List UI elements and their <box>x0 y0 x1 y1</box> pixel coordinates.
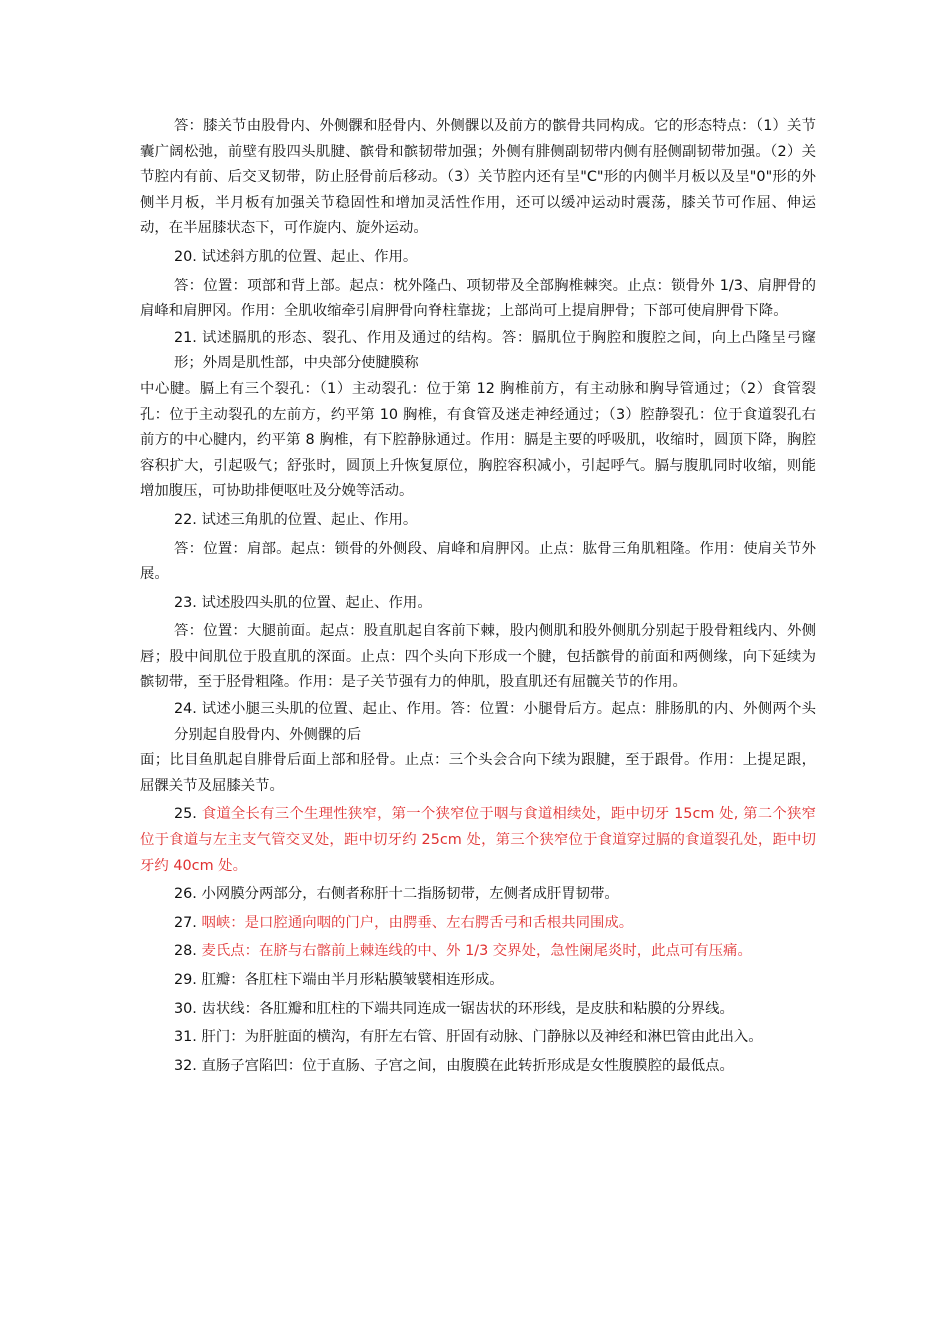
item-30: 30. 齿状线：各肛瓣和肛柱的下端共同连成一锯齿状的环形线，是皮肤和粘膜的分界线。 <box>174 1000 734 1017</box>
item-26: 26. 小网膜分两部分，右侧者称肝十二指肠韧带，左侧者成肝胃韧带。 <box>174 886 619 903</box>
answer-23: 答：位置：大腿前面。起点：股直肌起自客前下棘，股内侧肌和股外侧肌分别起于股骨粗线内、外侧唇；股中间肌位于股直肌的深面。止点：四个头向下形成一个腱，包括髌骨的前面和两侧缘，向下延续为髌韧带，至于胫骨粗隆。作用：是子关节强有力的伸肌，股直肌还有屈髋关节的作用。 <box>140 623 816 691</box>
question-22: 22. 试述三角肌的位置、起止、作用。 <box>174 511 418 528</box>
item-31: 31. 肝门：为肝脏面的横沟，有肝左右管、肝固有动脉、门静脉以及神经和淋巴管由此出入。 <box>174 1029 763 1046</box>
item-28-text: 麦氏点：在脐与右髂前上棘连线的中、外 1/3 交界处，急性阑尾炎时，此点可有压痛。 <box>201 943 752 960</box>
knee-joint-answer: 答：膝关节由股骨内、外侧髁和胫骨内、外侧髁以及前方的髌骨共同构成。它的形态特点：（1）关节囊广阔松弛，前壁有股四头肌腱、髌骨和髌韧带加强；外侧有腓侧副韧带内侧有胫侧副韧带加强。（2）关节腔内有前、后交叉韧带，防止胫骨前后移动。（3）关节腔内还有呈"C"形的内侧半月板以及呈"0"形的外侧半月板，半月板有加强关节稳固性和增加灵活性作用，还可以缓冲运动时震荡，膝关节可作屈、伸运动，在半屈膝状态下，可作旋内、旋外运动。 <box>140 118 816 237</box>
document-page <box>140 114 816 1080</box>
answer-20: 答：位置：项部和背上部。起点：枕外隆凸、项韧带及全部胸椎棘突。止点：锁骨外 1/3、肩胛骨的肩峰和肩胛冈。作用：全肌收缩牵引肩胛骨向脊柱靠拢；上部尚可上提肩胛骨；下部可使肩胛骨下降。 <box>140 277 816 320</box>
question-20: 20. 试述斜方肌的位置、起止、作用。 <box>174 248 418 265</box>
item-32: 32. 直肠子宫陷凹：位于直肠、子宫之间，由腹膜在此转折形成是女性腹膜腔的最低点。 <box>174 1057 734 1074</box>
item-27-text: 咽峡：是口腔通向咽的门户，由腭垂、左右腭舌弓和舌根共同围成。 <box>201 914 634 931</box>
item-29: 29. 肛瓣：各肛柱下端由半月形粘膜皱襞相连形成。 <box>174 972 504 988</box>
answer-22: 答：位置：肩部。起点：锁骨的外侧段、肩峰和肩胛冈。止点：肱骨三角肌粗隆。作用：使肩关节外展。 <box>140 540 816 583</box>
item-28 <box>140 939 816 965</box>
item-25 <box>140 802 816 879</box>
item-27-number: 27. <box>174 914 197 931</box>
answer-21-continued: 中心腱。膈上有三个裂孔：（1）主动裂孔：位于第 12 胸椎前方，有主动脉和胸导管通过；（2）食管裂孔：位于主动裂孔的左前方，约平第 10 胸椎，有食管及迷走神经通过；（3）腔静裂孔：位于食道裂孔右前方的中心腱内，约平第 8 胸椎，有下腔静脉通过。作用：膈是主要的呼吸肌，收缩时，圆顶下降，胸腔容积扩大，引起吸气；舒张时，圆顶上升恢复原位，胸腔容积减小，引起呼气。膈与腹肌同时收缩，则能增加腹压，可协助排便呕吐及分娩等活动。 <box>140 380 816 500</box>
question-24: 24. 试述小腿三头肌的位置、起止、作用。答：位置：小腿骨后方。起点：腓肠肌的内、外侧两个头分别起自股骨内、外侧髁的后 <box>174 701 816 743</box>
question-21: 21. 试述膈肌的形态、裂孔、作用及通过的结构。答：膈肌位于胸腔和腹腔之间，向上凸隆呈弓窿形；外周是肌性部，中央部分使腱膜称 <box>174 329 816 372</box>
item-25-number: 25. <box>174 806 197 823</box>
answer-24-continued: 面；比目鱼肌起自腓骨后面上部和胫骨。止点：三个头会合向下续为跟腱，至于跟骨。作用：上提足跟，屈髁关节及屈膝关节。 <box>140 752 816 794</box>
item-25-text: 食道全长有三个生理性狭窄，第一个狭窄位于咽与食道相续处，距中切牙 15cm 处, 第二个狭窄位于食道与左主支气管交叉处，距中切牙约 25cm 处，第三个狭窄位于食道穿过膈的食道裂孔处，距中切牙约 40cm 处。 <box>140 806 817 874</box>
question-23: 23. 试述股四头肌的位置、起止、作用。 <box>174 594 432 611</box>
item-27 <box>140 911 816 937</box>
item-28-number: 28. <box>174 943 197 960</box>
